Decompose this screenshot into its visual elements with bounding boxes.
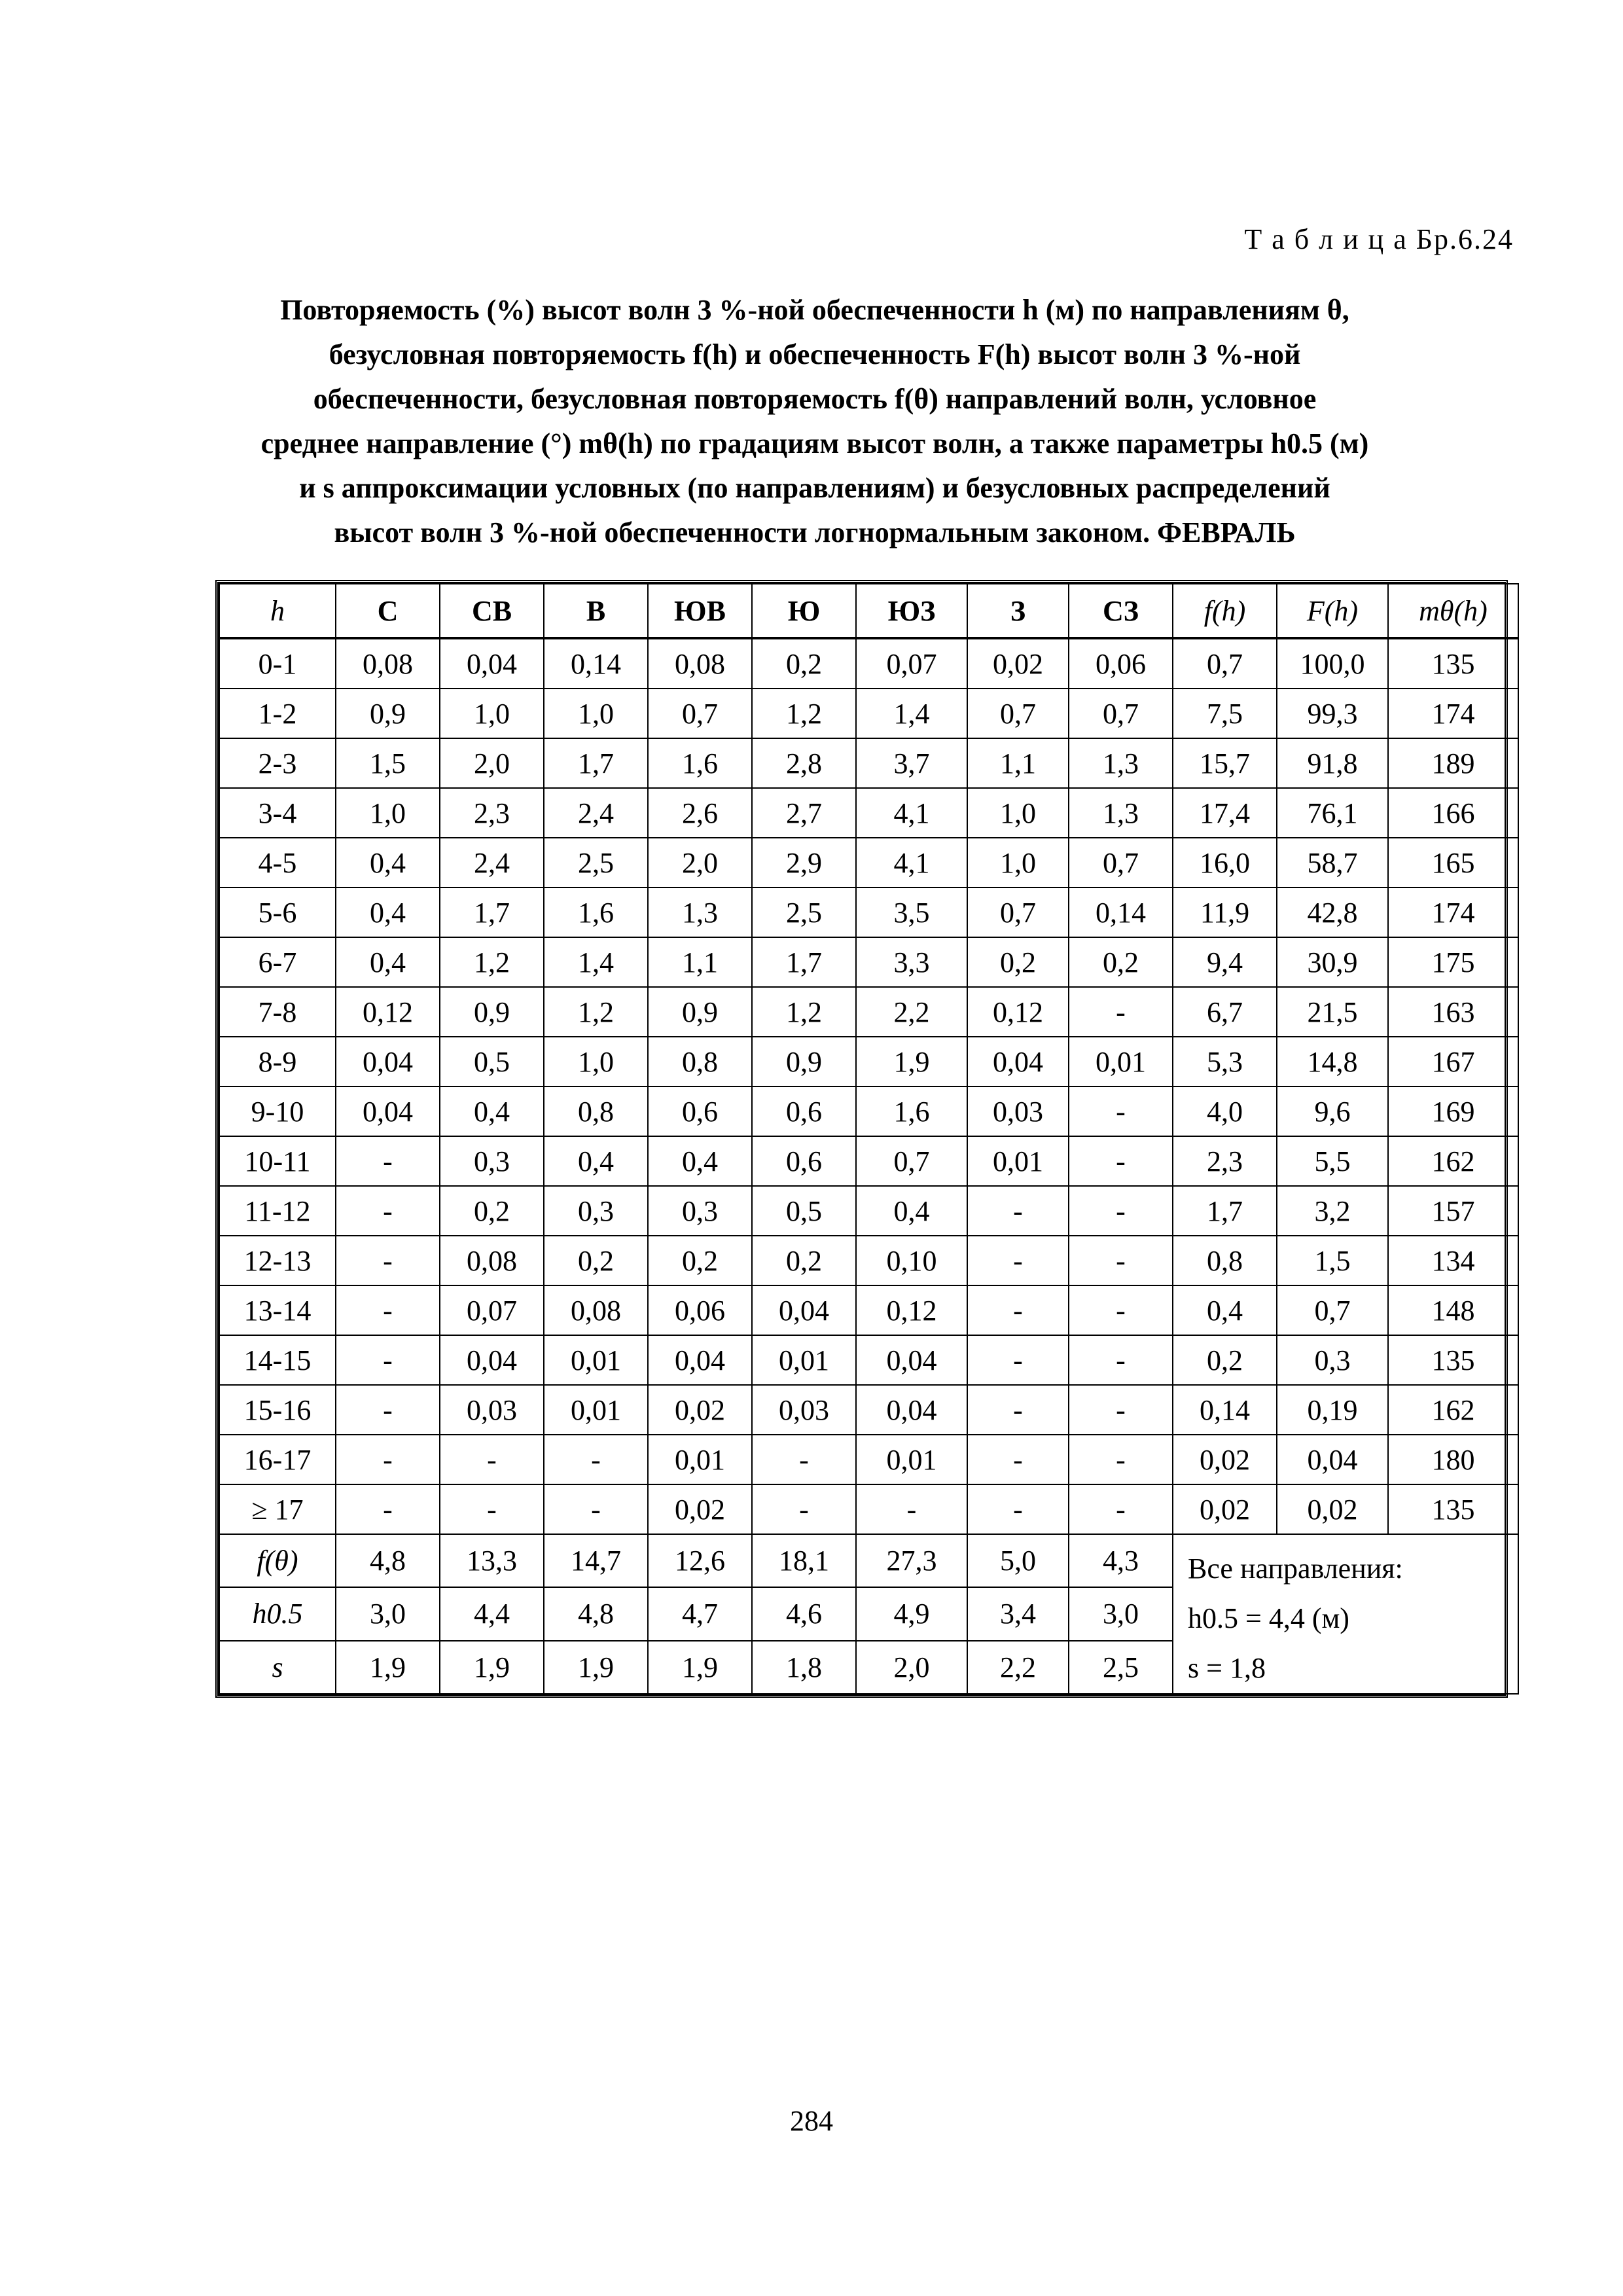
table-cell: 0,7 [856, 1136, 967, 1186]
height-range-cell: 7-8 [219, 987, 336, 1037]
table-cell: 0,7 [648, 689, 752, 738]
table-cell: 0,2 [752, 638, 856, 689]
table-cell: 135 [1388, 1335, 1518, 1385]
table-cell: 100,0 [1277, 638, 1388, 689]
table-cell: 0,03 [967, 1086, 1069, 1136]
table-cell: 0,10 [856, 1236, 967, 1285]
table-cell: - [752, 1435, 856, 1484]
table-cell: 21,5 [1277, 987, 1388, 1037]
table-cell: 0,9 [336, 689, 440, 738]
table-cell: - [544, 1435, 648, 1484]
table-cell: 0,4 [1173, 1285, 1277, 1335]
table-cell: - [967, 1186, 1069, 1236]
title-line: безусловная повторяемость f(h) и обеспеченность F(h) высот волн 3 %-ной [329, 338, 1301, 370]
table-cell: 0,01 [856, 1435, 967, 1484]
table-cell: 0,5 [440, 1037, 544, 1086]
table-cell: 1,0 [544, 1037, 648, 1086]
table-cell: 0,02 [648, 1484, 752, 1534]
table-cell: 1,7 [544, 738, 648, 788]
summary-cell: 2,2 [967, 1641, 1069, 1694]
table-cell: 0,02 [1173, 1484, 1277, 1534]
table-cell: 166 [1388, 788, 1518, 838]
table-cell: 0,12 [967, 987, 1069, 1037]
summary-cell: 4,8 [544, 1587, 648, 1640]
table-cell: 2,2 [856, 987, 967, 1037]
table-cell: 0,7 [1277, 1285, 1388, 1335]
title-line: и s аппроксимации условных (по направлениям) и безусловных распределений [299, 472, 1330, 504]
table-cell: 2,4 [440, 838, 544, 888]
table-cell: 2,7 [752, 788, 856, 838]
table-cell: 189 [1388, 738, 1518, 788]
summary-cell: 4,7 [648, 1587, 752, 1640]
table-cell: 162 [1388, 1385, 1518, 1435]
summary-cell: 4,9 [856, 1587, 967, 1640]
table-cell: 0,01 [544, 1385, 648, 1435]
table-cell: - [967, 1385, 1069, 1435]
table-cell: 0,02 [1173, 1435, 1277, 1484]
table-cell: 0,9 [648, 987, 752, 1037]
table-cell: - [336, 1236, 440, 1285]
table-cell: 0,08 [336, 638, 440, 689]
header-row [219, 584, 1518, 638]
table-cell: 0,04 [336, 1037, 440, 1086]
table-cell: 1,3 [1069, 738, 1173, 788]
table-cell: - [967, 1335, 1069, 1385]
table-cell: 3,7 [856, 738, 967, 788]
table-cell: 175 [1388, 937, 1518, 987]
column-header: С [336, 584, 440, 638]
table-cell: 0,04 [440, 638, 544, 689]
table-cell: - [967, 1236, 1069, 1285]
height-range-cell: 8-9 [219, 1037, 336, 1086]
column-header: mθ(h) [1388, 584, 1518, 638]
table-cell: 0,2 [544, 1236, 648, 1285]
table-cell: 1,2 [544, 987, 648, 1037]
height-range-cell: ≥ 17 [219, 1484, 336, 1534]
table-label: Т а б л и ц а Бр.6.24 [1244, 223, 1514, 255]
table-cell: 1,7 [1173, 1186, 1277, 1236]
table-cell: 0,08 [544, 1285, 648, 1335]
table-cell: 5,3 [1173, 1037, 1277, 1086]
table-cell: 1,0 [544, 689, 648, 738]
table-cell: 1,1 [648, 937, 752, 987]
table-cell: 6,7 [1173, 987, 1277, 1037]
table-cell: 0,01 [544, 1335, 648, 1385]
table-title [216, 288, 1414, 555]
table-cell: - [1069, 1236, 1173, 1285]
table-cell: 0,01 [648, 1435, 752, 1484]
height-range-cell: 3-4 [219, 788, 336, 838]
table-cell: - [336, 1186, 440, 1236]
summary-row [219, 1534, 1518, 1587]
height-range-cell: 14-15 [219, 1335, 336, 1385]
table-cell: - [336, 1285, 440, 1335]
table-row [219, 1236, 1518, 1285]
table-cell: - [544, 1484, 648, 1534]
table-row [219, 689, 1518, 738]
table-cell: 15,7 [1173, 738, 1277, 788]
table-cell: 0,9 [752, 1037, 856, 1086]
table-cell: 174 [1388, 888, 1518, 937]
table-cell: 2,6 [648, 788, 752, 838]
table-cell: - [440, 1484, 544, 1534]
table-cell: 1,4 [544, 937, 648, 987]
summary-cell: 3,0 [336, 1587, 440, 1640]
table-row [219, 838, 1518, 888]
table-cell: 1,0 [440, 689, 544, 738]
table-cell: 1,9 [856, 1037, 967, 1086]
summary-cell: 27,3 [856, 1534, 967, 1587]
table-cell: 0,4 [336, 888, 440, 937]
table-cell: 169 [1388, 1086, 1518, 1136]
table-cell: 0,6 [752, 1136, 856, 1186]
table-cell: 167 [1388, 1037, 1518, 1086]
table-cell: 1,3 [1069, 788, 1173, 838]
table-cell: - [967, 1484, 1069, 1534]
table-cell: - [336, 1136, 440, 1186]
table-cell: 91,8 [1277, 738, 1388, 788]
table-cell: 1,4 [856, 689, 967, 738]
table-cell: 0,04 [648, 1335, 752, 1385]
table-cell: 1,6 [648, 738, 752, 788]
table-cell: 2,4 [544, 788, 648, 838]
table-cell: 0,03 [440, 1385, 544, 1435]
table-cell: 0,3 [1277, 1335, 1388, 1385]
table-cell: 0,2 [440, 1186, 544, 1236]
table-cell: 0,7 [1069, 689, 1173, 738]
table-row [219, 1435, 1518, 1484]
table-cell: 0,02 [967, 638, 1069, 689]
summary-cell: 12,6 [648, 1534, 752, 1587]
table-cell: - [1069, 1136, 1173, 1186]
height-range-cell: 12-13 [219, 1236, 336, 1285]
table-cell: 1,0 [967, 838, 1069, 888]
table-cell: 162 [1388, 1136, 1518, 1186]
column-header: В [544, 584, 648, 638]
table-cell: 0,2 [648, 1236, 752, 1285]
height-range-cell: 13-14 [219, 1285, 336, 1335]
table-cell: - [1069, 1385, 1173, 1435]
table-cell: 0,9 [440, 987, 544, 1037]
table-cell: 0,08 [440, 1236, 544, 1285]
height-range-cell: 6-7 [219, 937, 336, 987]
title-line: обеспеченности, безусловная повторяемость f(θ) направлений волн, условное [313, 383, 1317, 415]
page-number: 284 [790, 2105, 833, 2137]
all-directions-h05: h0.5 = 4,4 (м) [1188, 1602, 1349, 1634]
table-cell: 0,04 [752, 1285, 856, 1335]
column-header: ЮВ [648, 584, 752, 638]
table-cell: 0,7 [1069, 838, 1173, 888]
table-cell: 30,9 [1277, 937, 1388, 987]
table-cell: 0,08 [648, 638, 752, 689]
table-cell: 0,01 [752, 1335, 856, 1385]
table-cell: 11,9 [1173, 888, 1277, 937]
title-line: Повторяемость (%) высот волн 3 %-ной обеспеченности h (м) по направлениям θ, [280, 294, 1349, 326]
table-cell: - [967, 1285, 1069, 1335]
table-cell: 0,04 [440, 1335, 544, 1385]
table-cell: 1,0 [336, 788, 440, 838]
table-cell: 9,4 [1173, 937, 1277, 987]
column-header: f(h) [1173, 584, 1277, 638]
table-cell: 157 [1388, 1186, 1518, 1236]
table-cell: 0,07 [440, 1285, 544, 1335]
table-cell: 0,04 [336, 1086, 440, 1136]
table-cell: 0,02 [648, 1385, 752, 1435]
table-cell: 0,14 [1173, 1385, 1277, 1435]
table-cell: 1,2 [440, 937, 544, 987]
table-cell: - [1069, 1285, 1173, 1335]
table-cell: 0,4 [648, 1136, 752, 1186]
column-header: Ю [752, 584, 856, 638]
table-cell: 174 [1388, 689, 1518, 738]
table-cell: 0,12 [856, 1285, 967, 1335]
summary-cell: 3,0 [1069, 1587, 1173, 1640]
table-cell: 0,12 [336, 987, 440, 1037]
table-cell: - [440, 1435, 544, 1484]
table-cell: 0,04 [856, 1335, 967, 1385]
wave-height-table [219, 583, 1519, 1695]
table-cell: 0,2 [1069, 937, 1173, 987]
table-row [219, 1285, 1518, 1335]
column-header: СВ [440, 584, 544, 638]
height-range-cell: 16-17 [219, 1435, 336, 1484]
summary-cell: 18,1 [752, 1534, 856, 1587]
table-row [219, 1086, 1518, 1136]
table-row [219, 638, 1518, 689]
table-cell: 148 [1388, 1285, 1518, 1335]
summary-cell: 1,8 [752, 1641, 856, 1694]
summary-cell: 14,7 [544, 1534, 648, 1587]
table-cell: 0,2 [967, 937, 1069, 987]
table-cell: 0,4 [336, 937, 440, 987]
table-cell: 1,5 [1277, 1236, 1388, 1285]
data-table-frame [215, 580, 1508, 1698]
table-cell: 1,6 [856, 1086, 967, 1136]
table-cell: 2,8 [752, 738, 856, 788]
table-cell: 0,7 [967, 689, 1069, 738]
table-cell: 0,4 [440, 1086, 544, 1136]
summary-cell: 1,9 [648, 1641, 752, 1694]
table-cell: 0,8 [648, 1037, 752, 1086]
height-range-cell: 0-1 [219, 638, 336, 689]
table-row [219, 1385, 1518, 1435]
table-cell: 0,14 [1069, 888, 1173, 937]
table-cell: 3,2 [1277, 1186, 1388, 1236]
height-range-cell: 5-6 [219, 888, 336, 937]
summary-cell: 1,9 [544, 1641, 648, 1694]
table-cell: 0,6 [648, 1086, 752, 1136]
height-range-cell: 15-16 [219, 1385, 336, 1435]
summary-cell: 1,9 [336, 1641, 440, 1694]
table-cell: - [1069, 1086, 1173, 1136]
table-cell: 2,9 [752, 838, 856, 888]
table-row [219, 1335, 1518, 1385]
table-row [219, 987, 1518, 1037]
table-cell: 99,3 [1277, 689, 1388, 738]
summary-cell: 3,4 [967, 1587, 1069, 1640]
table-cell: 2,3 [440, 788, 544, 838]
table-cell: 16,0 [1173, 838, 1277, 888]
table-cell: 0,19 [1277, 1385, 1388, 1435]
column-header: F(h) [1277, 584, 1388, 638]
title-line: высот волн 3 %-ной обеспеченности логнормальным законом. ФЕВРАЛЬ [334, 516, 1296, 548]
table-cell: - [1069, 1484, 1173, 1534]
table-cell: 0,4 [856, 1186, 967, 1236]
summary-cell: 4,3 [1069, 1534, 1173, 1587]
summary-row-label: s [219, 1641, 336, 1694]
table-row [219, 788, 1518, 838]
table-row [219, 738, 1518, 788]
summary-row-label: f(θ) [219, 1534, 336, 1587]
table-cell: 0,4 [544, 1136, 648, 1186]
table-cell: 1,0 [967, 788, 1069, 838]
table-cell: 1,5 [336, 738, 440, 788]
table-cell: 0,04 [856, 1385, 967, 1435]
summary-cell: 4,4 [440, 1587, 544, 1640]
table-cell: 0,04 [967, 1037, 1069, 1086]
table-cell: 0,03 [752, 1385, 856, 1435]
table-cell: 14,8 [1277, 1037, 1388, 1086]
table-cell: - [1069, 1435, 1173, 1484]
table-cell: 1,3 [648, 888, 752, 937]
table-cell: 2,5 [752, 888, 856, 937]
table-row [219, 1136, 1518, 1186]
height-range-cell: 1-2 [219, 689, 336, 738]
table-cell: - [1069, 987, 1173, 1037]
summary-cell: 4,6 [752, 1587, 856, 1640]
table-cell: 0,8 [1173, 1236, 1277, 1285]
table-cell: 0,7 [967, 888, 1069, 937]
height-range-cell: 11-12 [219, 1186, 336, 1236]
all-directions-heading: Все направления: [1188, 1552, 1403, 1585]
table-cell: 1,2 [752, 689, 856, 738]
table-cell: 1,7 [752, 937, 856, 987]
summary-cell: 2,5 [1069, 1641, 1173, 1694]
table-cell: 0,3 [648, 1186, 752, 1236]
table-cell: 7,5 [1173, 689, 1277, 738]
table-cell: 0,2 [1173, 1335, 1277, 1385]
table-cell: - [752, 1484, 856, 1534]
table-cell: - [1069, 1335, 1173, 1385]
all-directions-cell [1173, 1534, 1518, 1694]
column-header: З [967, 584, 1069, 638]
table-cell: 4,1 [856, 838, 967, 888]
table-cell: 42,8 [1277, 888, 1388, 937]
table-cell: 4,1 [856, 788, 967, 838]
table-cell: 0,02 [1277, 1484, 1388, 1534]
table-cell: 2,5 [544, 838, 648, 888]
summary-row-label: h0.5 [219, 1587, 336, 1640]
table-cell: 0,07 [856, 638, 967, 689]
table-cell: - [1069, 1186, 1173, 1236]
table-cell: 17,4 [1173, 788, 1277, 838]
summary-cell: 13,3 [440, 1534, 544, 1587]
table-cell: 135 [1388, 1484, 1518, 1534]
table-row [219, 937, 1518, 987]
table-cell: 2,0 [648, 838, 752, 888]
column-header: ЮЗ [856, 584, 967, 638]
table-cell: 0,06 [648, 1285, 752, 1335]
table-row [219, 1484, 1518, 1534]
table-cell: 1,7 [440, 888, 544, 937]
table-cell: 1,2 [752, 987, 856, 1037]
table-cell: 0,04 [1277, 1435, 1388, 1484]
table-cell: - [967, 1435, 1069, 1484]
table-cell: 180 [1388, 1435, 1518, 1484]
table-row [219, 1037, 1518, 1086]
table-cell: - [336, 1484, 440, 1534]
table-cell: 1,1 [967, 738, 1069, 788]
table-row [219, 1186, 1518, 1236]
table-cell: 5,5 [1277, 1136, 1388, 1186]
table-cell: 0,5 [752, 1186, 856, 1236]
table-cell: 135 [1388, 638, 1518, 689]
summary-cell: 1,9 [440, 1641, 544, 1694]
height-range-cell: 2-3 [219, 738, 336, 788]
table-cell: 76,1 [1277, 788, 1388, 838]
table-cell: 0,14 [544, 638, 648, 689]
summary-cell: 4,8 [336, 1534, 440, 1587]
table-cell: 9,6 [1277, 1086, 1388, 1136]
table-cell: 0,3 [544, 1186, 648, 1236]
column-header-h: h [219, 584, 336, 638]
table-cell: 0,6 [752, 1086, 856, 1136]
table-cell: 0,3 [440, 1136, 544, 1186]
table-row [219, 888, 1518, 937]
summary-cell: 2,0 [856, 1641, 967, 1694]
height-range-cell: 10-11 [219, 1136, 336, 1186]
table-cell: 3,5 [856, 888, 967, 937]
table-cell: 0,8 [544, 1086, 648, 1136]
table-body [219, 638, 1518, 1694]
table-cell: 0,01 [1069, 1037, 1173, 1086]
table-cell: - [336, 1335, 440, 1385]
all-directions-s: s = 1,8 [1188, 1652, 1266, 1684]
summary-cell: 5,0 [967, 1534, 1069, 1587]
table-cell: 0,2 [752, 1236, 856, 1285]
title-line: среднее направление (°) mθ(h) по градациям высот волн, а также параметры h0.5 (м) [260, 427, 1369, 459]
table-cell: 0,4 [336, 838, 440, 888]
table-cell: 0,06 [1069, 638, 1173, 689]
table-cell: 3,3 [856, 937, 967, 987]
table-cell: 1,6 [544, 888, 648, 937]
table-cell: 0,7 [1173, 638, 1277, 689]
table-cell: 4,0 [1173, 1086, 1277, 1136]
table-cell: - [336, 1435, 440, 1484]
table-cell: 134 [1388, 1236, 1518, 1285]
table-cell: 163 [1388, 987, 1518, 1037]
table-cell: 2,3 [1173, 1136, 1277, 1186]
height-range-cell: 9-10 [219, 1086, 336, 1136]
column-header: СЗ [1069, 584, 1173, 638]
table-cell: - [336, 1385, 440, 1435]
height-range-cell: 4-5 [219, 838, 336, 888]
table-cell: 2,0 [440, 738, 544, 788]
table-cell: 0,01 [967, 1136, 1069, 1186]
table-cell: 165 [1388, 838, 1518, 888]
table-cell: 58,7 [1277, 838, 1388, 888]
table-cell: - [856, 1484, 967, 1534]
